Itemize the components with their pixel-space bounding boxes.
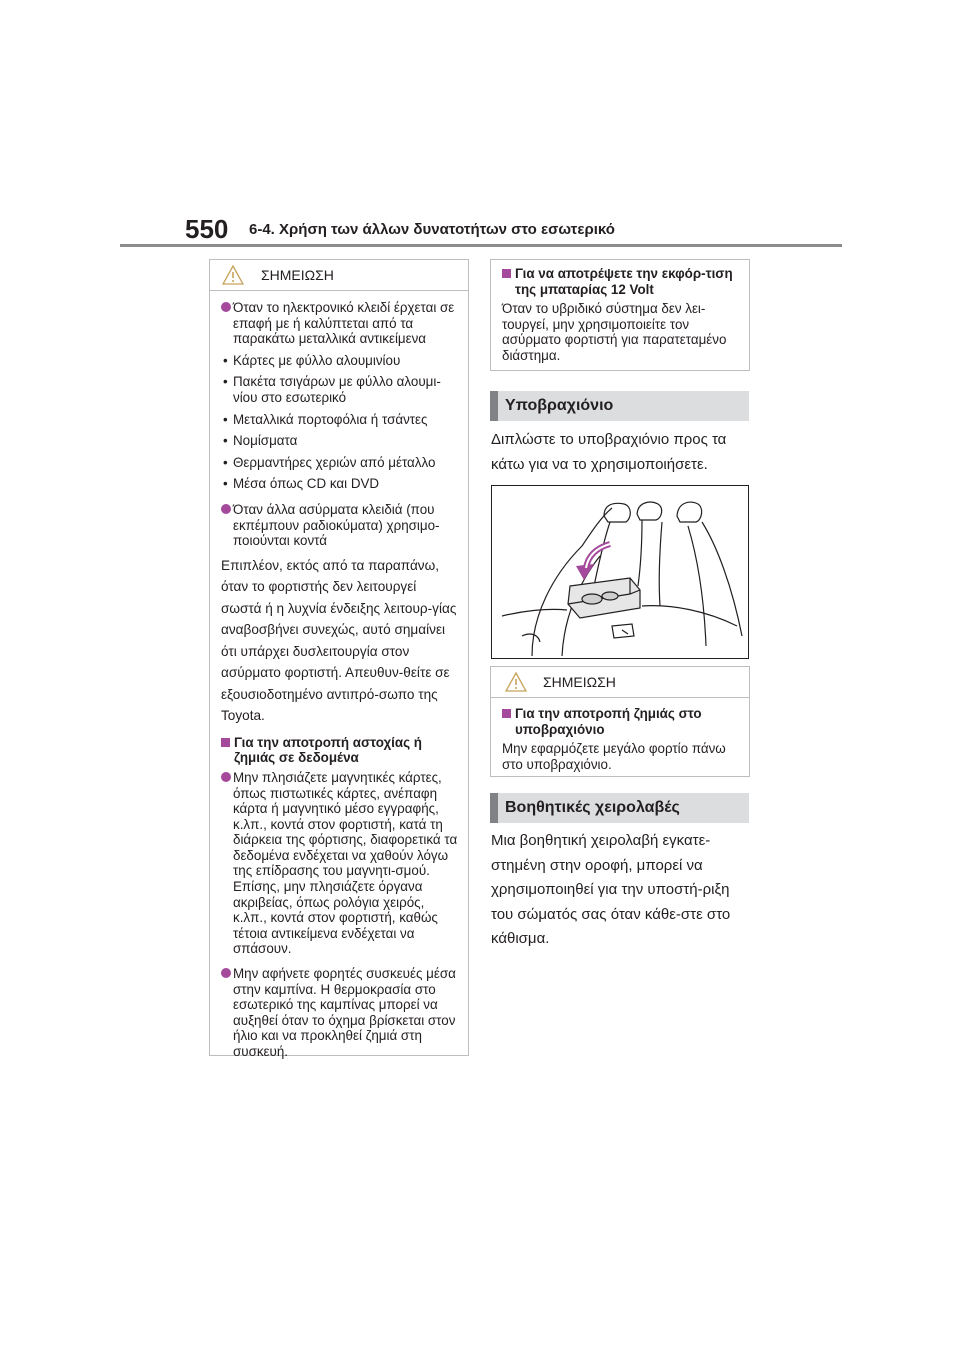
section-heading: Βοηθητικές χειρολαβές — [505, 799, 680, 816]
note-subheading — [502, 706, 739, 737]
list-item: • Μεταλλικά πορτοφόλια ή τσάντες — [221, 412, 458, 428]
rear-seat-armrest-drawing — [492, 486, 748, 658]
note-paragraph: Επιπλέον, εκτός από τα παραπάνω, όταν το φορτιστής δεν λειτουργεί σωστά ή η λυχνία ένδειξης λειτουρ-γίας αναβοσβήνει συνεχώς, αυτό σημαίνει ότι υπάρχει δυσλειτουργία στον ασύρματο φορτιστή. Απευθυν-θείτε σε εξουσιοδοτημένο αντιπρό-σωπο της Toyota. — [221, 557, 457, 724]
note-subheading — [502, 266, 739, 297]
armrest-text: Διπλώστε το υποβραχιόνιο προς τα κάτω για να το χρησιμοποιήσετε. — [491, 431, 727, 473]
purple-square-bullet — [221, 738, 230, 747]
purple-square-bullet — [502, 269, 511, 278]
list-item: • Θερμαντήρες χεριών από μέταλλο — [221, 455, 458, 471]
note-bullet-text: Όταν άλλα ασύρματα κλειδιά (που εκπέμπουν ραδιοκύματα) χρησιμο-ποιούνται κοντά — [233, 501, 440, 549]
armrest-illustration — [491, 485, 749, 659]
note-subheading-text: Για την αποτροπή αστοχίας ή ζημιάς σε δεδομένα — [234, 734, 422, 766]
list-item: • Πακέτα τσιγάρων με φύλλο αλουμι-νίου στο εσωτερικό — [221, 374, 458, 405]
purple-square-bullet — [502, 709, 511, 718]
note-bullet-text: Όταν το ηλεκτρονικό κλειδί έρχεται σε επαφή με ή καλύπτεται από τα παρακάτω μεταλλικά αντικείμενα — [233, 300, 455, 347]
section-title: 6-4. Χρήση των άλλων δυνατοτήτων στο εσωτερικό — [249, 221, 615, 238]
page-header — [0, 0, 960, 260]
warning-triangle-icon — [222, 265, 244, 285]
section-band-assist-grip — [490, 793, 749, 823]
note-label: ΣΗΜΕΙΩΣΗ — [261, 267, 334, 283]
note-header — [491, 667, 749, 698]
note-bullet-text: Μην πλησιάζετε μαγνητικές κάρτες, όπως πιστωτικές κάρτες, ανέπαφη κάρτα ή μαγνητικό μέσο εγγραφής, κ.λπ., κοντά στον φορτιστή, κατά τη διάρκεια της φόρτισης, διαφορετικά τα δεδομένα ενδέχεται να χαθούν λόγω της επίδρασης του μαγνητι-σμού. Επίσης, μην πλησιάζετε όργανα ακριβείας, όπως ρολόγια χειρός, κ.λπ., κοντά στον φορτιστή, καθώς τέτοια αντικείμενα ενδέχεται να σπάσουν. — [233, 769, 458, 957]
list-item: • Μέσα όπως CD και DVD — [221, 476, 458, 492]
band-bar — [490, 391, 498, 421]
list-item: • Κάρτες με φύλλο αλουμινίου — [221, 353, 458, 369]
note-bullet — [221, 770, 458, 957]
fold-down-arrow-icon — [576, 544, 610, 580]
header-rule — [120, 244, 842, 247]
note-box-battery — [490, 259, 750, 371]
note-bullet-text: Μην αφήνετε φορητές συσκευές μέσα στην καμπίνα. Η θερμοκρασία στο εσωτερικό της καμπίνας μπορεί να αυξηθεί όταν το όχημα βρίσκεται στον ήλιο και να προκληθεί ζημιά στη συσκευή. — [233, 966, 456, 1059]
section-band-armrest — [490, 391, 749, 421]
note-bullet — [221, 502, 458, 549]
section-heading: Υποβραχιόνιο — [505, 397, 614, 414]
note-subheading-text: Για να αποτρέψετε την εκφόρ-τιση της μπαταρίας 12 Volt — [515, 266, 733, 297]
list-item: • Νομίσματα — [221, 433, 458, 449]
page-number: 550 — [185, 214, 229, 244]
note-box-wireless-charger — [209, 259, 469, 1059]
note-bullet — [221, 966, 458, 1060]
note-header — [210, 260, 468, 291]
purple-dot-bullet — [221, 772, 231, 782]
note-label: ΣΗΜΕΙΩΣΗ — [543, 674, 616, 690]
purple-dot-bullet — [221, 302, 231, 312]
note-box-armrest — [490, 666, 750, 777]
purple-dot-bullet — [221, 968, 231, 978]
note-subheading-text: Για την αποτροπή ζημιάς στο υποβραχιόνιο — [515, 706, 702, 737]
note-text: Όταν το υβριδικό σύστημα δεν λει-τουργεί, μην χρησιμοποιείτε τον ασύρματο φορτιστή για παρατεταμένο διάστημα. — [502, 301, 727, 363]
band-bar — [490, 793, 498, 823]
note-subheading — [221, 735, 458, 766]
purple-dot-bullet — [221, 504, 231, 514]
warning-triangle-icon — [505, 672, 527, 692]
note-text: Μην εφαρμόζετε μεγάλο φορτίο πάνω στο υποβραχιόνιο. — [502, 741, 726, 772]
note-bullet — [221, 300, 458, 347]
assist-grip-text: Μια βοηθητική χειρολαβή εγκατε-στημένη στην οροφή, μπορεί να χρησιμοποιηθεί για την υποστή-ριξη του σώματός σας όταν κάθε-στε στο κάθισμα. — [491, 832, 731, 947]
